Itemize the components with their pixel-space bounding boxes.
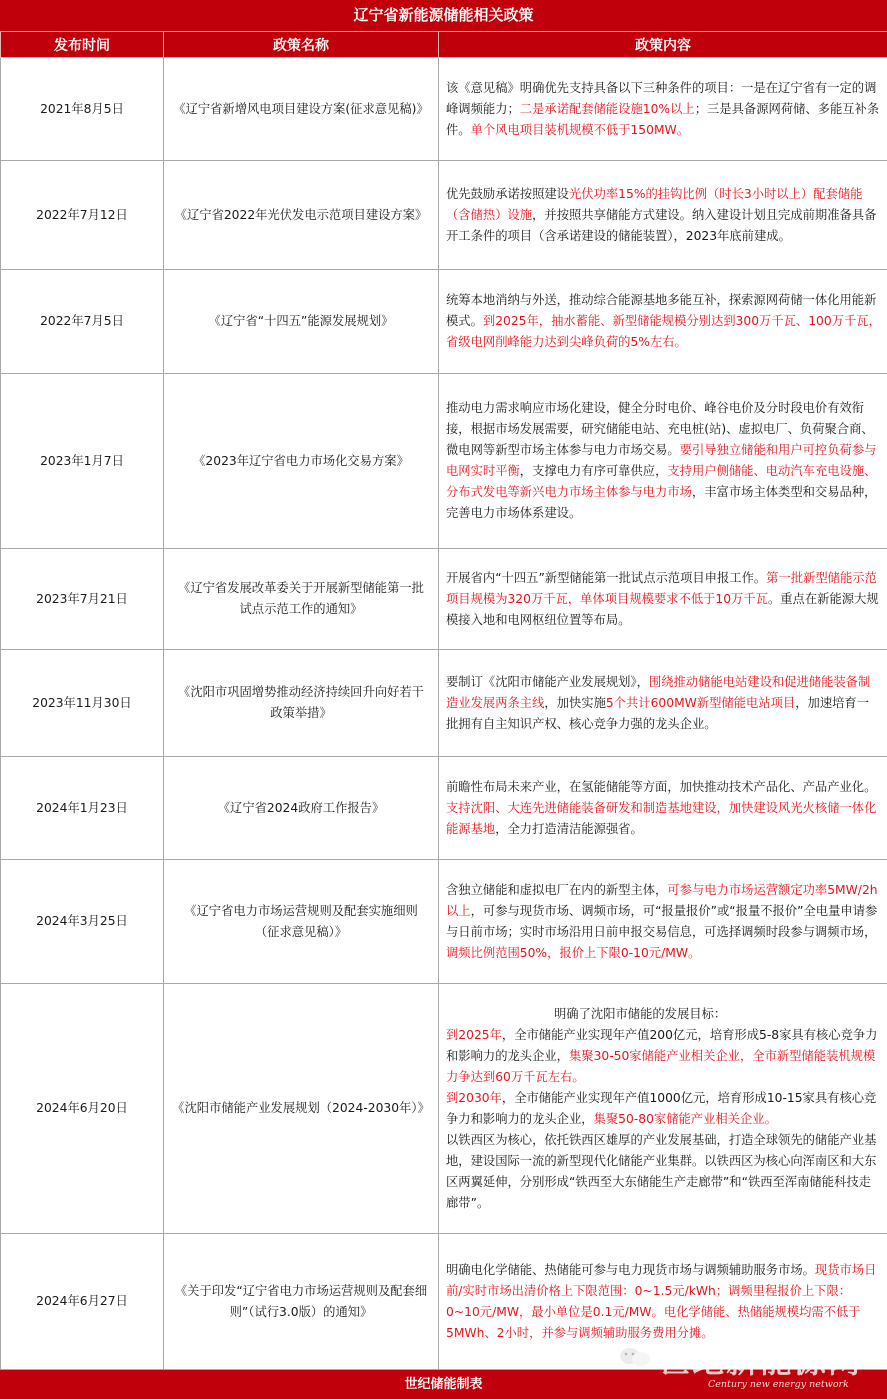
- table-title: 辽宁省新能源储能相关政策: [0, 0, 887, 31]
- content-text: ；三是具备源网荷储、多能互补条件。: [446, 101, 880, 137]
- content-text: ，可参与现货市场、调频市场，可“报量报价”或“报量不报价”全电量申请参与日前市场；实时市场沿用日前申报交易信息，可选择调频时段参与调频市场，: [446, 903, 878, 939]
- table-body: [1, 58, 887, 1370]
- policy-name-cell: 《2023年辽宁省电力市场化交易方案》: [164, 374, 439, 549]
- table-row: [1, 984, 887, 1234]
- table-row: [1, 650, 887, 757]
- policy-name-cell: 《沈阳市巩固增势推动经济持续回升向好若干政策举措》: [164, 650, 439, 757]
- content-text: 要制订《沈阳市储能产业发展规划》，: [446, 674, 649, 689]
- policy-name-cell: 《辽宁省2022年光伏发电示范项目建设方案》: [164, 161, 439, 270]
- highlighted-text: 光伏功率15%的挂钩比例（时长3小时以上）配套储能（含储热）设施: [446, 186, 863, 222]
- content-text: ，加快实施: [544, 695, 606, 710]
- policy-content-cell: [439, 549, 887, 650]
- table-row: [1, 374, 887, 549]
- content-text: 统筹本地消纳与外送，推动综合能源基地多能互补，探索源网荷储一体化用能新模式。: [446, 293, 877, 328]
- publish-date-cell: 2023年1月7日: [1, 374, 164, 549]
- policy-table: [0, 31, 887, 1370]
- publish-date-cell: 2023年11月30日: [1, 650, 164, 757]
- content-text: ，全市储能产业实现年产值1000亿元，培育形成10-15家具有核心竞争力和影响力的龙头企业，: [446, 1090, 877, 1126]
- policy-content-cell: [439, 270, 887, 374]
- table-row: [1, 58, 887, 161]
- content-text: 前瞻性布局未来产业，在氢能储能等方面，加快推动技术产品化、产品产业化。: [446, 779, 877, 794]
- header-content: 政策内容: [439, 32, 887, 58]
- content-text: ，全市储能产业实现年产值200亿元，培育形成5-8家具有核心竞争力和影响力的龙头企业，: [446, 1027, 878, 1063]
- content-text: 开展省内“十四五”新型储能第一批试点示范项目申报工作。: [446, 570, 767, 585]
- highlighted-text: 可参与电力市场运营额定功率5MW/2h以上: [446, 882, 878, 918]
- policy-name-cell: 《辽宁省电力市场运营规则及配套实施细则（征求意见稿）》: [164, 860, 439, 984]
- watermark-text: 世纪新能源网: [658, 1342, 863, 1380]
- highlighted-text: 第一批新型储能示范项目规模为320万千瓦，单体项目规模要求不低于10万千瓦: [446, 570, 877, 606]
- highlighted-text: 调频比例范围50%，报价上下限0-10元/MW。: [446, 945, 701, 960]
- watermark-subtext: Century new energy network: [708, 1379, 849, 1390]
- table-row: [1, 1234, 887, 1370]
- publish-date-cell: 2021年8月5日: [1, 58, 164, 161]
- table-row: [1, 161, 887, 270]
- policy-content-cell: [439, 650, 887, 757]
- highlighted-text: 集聚30-50家储能产业相关企业，全市新型储能装机规模力争达到60万千瓦左右。: [446, 1048, 876, 1084]
- content-text: 该《意见稿》明确优先支持具备以下三种条件的项目：一是在辽宁省有一定的调峰调频能力；: [446, 80, 877, 116]
- content-text: 以铁西区为核心，依托铁西区雄厚的产业发展基础，打造全球领先的储能产业基地，建设国际一流的新型现代化储能产业集群。以铁西区为核心向浑南区和大东区两翼延伸，分别形成“铁西至大东储能生产走廊带”和“铁西至浑南储能科技走廊带”。: [446, 1132, 877, 1210]
- policy-content-cell: [439, 161, 887, 270]
- highlighted-text: 支持沈阳、大连先进储能装备研发和制造基地建设，加快建设风光火核储一体化能源基地: [446, 800, 877, 836]
- policy-name-cell: 《辽宁省“十四五”能源发展规划》: [164, 270, 439, 374]
- policy-content-cell: [439, 860, 887, 984]
- publish-date-cell: 2023年7月21日: [1, 549, 164, 650]
- highlighted-text: 集聚50-80家储能产业相关企业。: [593, 1111, 777, 1126]
- content-text: 明确电化学储能、热储能可参与电力现货市场与调频辅助服务市场。: [446, 1262, 815, 1277]
- policy-name-cell: 《辽宁省发展改革委关于开展新型储能第一批试点示范工作的通知》: [164, 549, 439, 650]
- header-date: 发布时间: [1, 32, 164, 58]
- publish-date-cell: 2024年1月23日: [1, 757, 164, 860]
- policy-content-cell: [439, 757, 887, 860]
- content-text: 。重点在新能源大规模接入地和电网枢纽位置等布局。: [446, 591, 879, 627]
- highlighted-text: 到2025年: [446, 1027, 502, 1042]
- header-name: 政策名称: [164, 32, 439, 58]
- publish-date-cell: 2024年3月25日: [1, 860, 164, 984]
- content-text: ，并按照共享储能方式建设。纳入建设计划且完成前期准备具备开工条件的项目（含承诺建设的储能装置），2023年底前建成。: [446, 207, 877, 243]
- content-text: 明确了沈阳市储能的发展目标：: [554, 1006, 727, 1021]
- content-text: ，丰富市场主体类型和交易品种，完善电力市场体系建设。: [446, 485, 877, 520]
- publish-date-cell: 2024年6月27日: [1, 1234, 164, 1370]
- highlighted-text: 5个共计600MW新型储能电站项目: [605, 695, 796, 710]
- content-text: ，全力打造清洁能源强省。: [495, 821, 643, 836]
- policy-name-cell: 《沈阳市储能产业发展规划（2024-2030年）》: [164, 984, 439, 1234]
- table-row: [1, 757, 887, 860]
- policy-content-cell: [439, 984, 887, 1234]
- policy-content-cell: [439, 1234, 887, 1370]
- policy-name-cell: 《辽宁省2024政府工作报告》: [164, 757, 439, 860]
- highlighted-text: 到2030年: [446, 1090, 502, 1105]
- highlighted-text: 支持用户侧储能、电动汽车充电设施、分布式发电等新兴电力市场主体参与电力市场: [446, 464, 877, 499]
- content-text: 推动电力需求响应市场化建设，健全分时电价、峰谷电价及分时段电价有效衔接，根据市场发展需要，研究储能电站、充电桩(站)、虚拟电厂、负荷聚合商、微电网等新型市场主体参与电力市场交易。: [446, 401, 874, 457]
- publish-date-cell: 2024年6月20日: [1, 984, 164, 1234]
- publish-date-cell: 2022年7月5日: [1, 270, 164, 374]
- content-text: 优先鼓励承诺按照建设: [446, 186, 569, 201]
- highlighted-text: 到2025年，抽水蓄能、新型储能规模分别达到300万千瓦、100万千瓦，省级电网削峰能力达到尖峰负荷的5%左右。: [446, 314, 881, 349]
- highlighted-text: 现货市场日前/实时市场出清价格上下限范围：0~1.5元/kWh；调频里程报价上下限：0~10元/MW，最小单位是0.1元/MW。电化学储能、热储能规模均需不低于5MWh、2小时，并参与调频辅助服务费用分摊。: [446, 1262, 877, 1340]
- highlighted-text: 围绕推动储能电站建设和促进储能装备制造业发展两条主线: [446, 674, 871, 710]
- policy-name-cell: 《辽宁省新增风电项目建设方案(征求意见稿)》: [164, 58, 439, 161]
- table-footer: 世纪储能制表: [0, 1370, 887, 1399]
- content-text: 含独立储能和虚拟电厂在内的新型主体，: [446, 882, 668, 897]
- highlighted-text: 二是承诺配套储能设施10%以上: [519, 101, 695, 116]
- header-row: [1, 32, 887, 58]
- policy-content-cell: [439, 374, 887, 549]
- content-text: ，支撑电力有序可靠供应，: [519, 464, 668, 478]
- content-text: ，加速培育一批拥有自主知识产权、核心竞争力强的龙头企业。: [446, 695, 870, 731]
- highlighted-text: 要引导独立储能和用户可控负荷参与电网实时平衡: [446, 443, 877, 478]
- table-row: [1, 270, 887, 374]
- table-row: [1, 860, 887, 984]
- highlighted-text: 单个风电项目装机规模不低于150MW。: [470, 122, 690, 137]
- publish-date-cell: 2022年7月12日: [1, 161, 164, 270]
- table-row: [1, 549, 887, 650]
- policy-content-cell: [439, 58, 887, 161]
- policy-name-cell: 《关于印发“辽宁省电力市场运营规则及配套细则”（试行3.0版）的通知》: [164, 1234, 439, 1370]
